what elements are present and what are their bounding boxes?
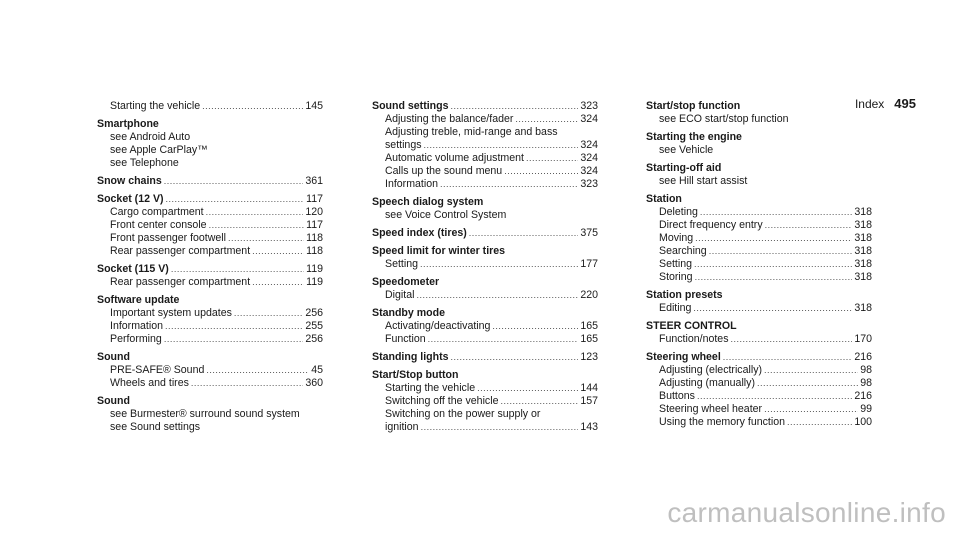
entry-text: Buttons [659, 390, 695, 402]
page-reference: 177 [580, 258, 598, 270]
index-entry [646, 100, 872, 126]
page-reference: 318 [854, 219, 872, 231]
entry-text: Starting the vehicle [110, 100, 201, 112]
index-entry [97, 193, 323, 258]
entry-text: Start/Stop button [372, 369, 459, 381]
entry-text: Using the memory function [659, 416, 786, 428]
page-reference: 216 [854, 351, 872, 363]
dot-leader [526, 152, 578, 165]
index-heading [646, 131, 872, 144]
entry-text: see Burmester® surround sound system [110, 408, 300, 420]
index-subentry [646, 206, 872, 219]
dot-leader [477, 382, 578, 395]
dot-leader [421, 421, 579, 434]
entry-text: Speech dialog system [372, 196, 484, 208]
entry-text: Standby mode [372, 307, 445, 319]
dot-leader [420, 258, 578, 271]
index-subentry [372, 178, 598, 191]
entry-text: Sound [97, 395, 130, 407]
index-subentry [97, 377, 323, 390]
entry-text: Moving [659, 232, 694, 244]
index-heading [646, 100, 872, 113]
entry-text: Front passenger footwell [110, 232, 227, 244]
entry-text: Information [110, 320, 163, 332]
index-subentry [646, 302, 872, 315]
entry-text: Socket (115 V) [97, 263, 169, 275]
index-subentry [97, 100, 323, 113]
entry-text: Standing lights [372, 351, 449, 363]
dot-leader [166, 193, 305, 206]
index-entry [97, 294, 323, 346]
index-entry [97, 395, 323, 434]
entry-text: see Apple CarPlay™ [110, 144, 208, 156]
entry-text: Storing [659, 271, 693, 283]
page-reference: 165 [580, 333, 598, 345]
entry-text: Deleting [659, 206, 698, 218]
entry-text: Direct frequency entry [659, 219, 763, 231]
index-subentry [646, 377, 872, 390]
entry-text: Switching off the vehicle [385, 395, 499, 407]
page-reference: 157 [580, 395, 598, 407]
page-reference: 324 [580, 113, 598, 125]
entry-text: Speed limit for winter tires [372, 245, 506, 257]
dot-leader [695, 271, 853, 284]
index-entry [372, 351, 598, 364]
entry-text: Speed index (tires) [372, 227, 467, 239]
index-subentry [646, 258, 872, 271]
index-subentry [646, 232, 872, 245]
index-subentry [646, 175, 872, 188]
entry-text: Station [646, 193, 682, 205]
index-heading [372, 351, 598, 364]
index-subentry [372, 289, 598, 302]
dot-leader [234, 307, 303, 320]
dot-leader [451, 351, 579, 364]
index-subentry [646, 364, 872, 377]
page-reference: 123 [580, 351, 598, 363]
page-reference: 360 [305, 377, 323, 389]
index-entry [372, 369, 598, 434]
entry-text: Station presets [646, 289, 723, 301]
page-reference: 318 [854, 271, 872, 283]
dot-leader [787, 416, 852, 429]
entry-text: Socket (12 V) [97, 193, 164, 205]
index-subentry [372, 139, 598, 152]
dot-leader [252, 276, 304, 289]
entry-text: Starting the vehicle [385, 382, 476, 394]
index-subentry [372, 126, 598, 139]
entry-text: Starting the engine [646, 131, 742, 143]
entry-text: STEER CONTROL [646, 320, 737, 332]
dot-leader [428, 333, 579, 346]
index-subentry [646, 144, 872, 157]
entry-text: Automatic volume adjustment [385, 152, 524, 164]
index-subentry [97, 245, 323, 258]
page-reference: 144 [580, 382, 598, 394]
index-column-1 [97, 100, 323, 439]
dot-leader [209, 219, 305, 232]
dot-leader [228, 232, 304, 245]
entry-text: Function/notes [659, 333, 729, 345]
index-heading [372, 196, 598, 209]
index-subentry [97, 364, 323, 377]
page-reference: 98 [860, 364, 872, 376]
index-subentry [372, 113, 598, 126]
entry-text: Editing [659, 302, 692, 314]
index-entry [372, 196, 598, 222]
entry-text: see Telephone [110, 157, 179, 169]
page-reference: 117 [306, 219, 323, 231]
entry-text: see Sound settings [110, 421, 201, 433]
index-entry [646, 320, 872, 346]
entry-text: Setting [385, 258, 418, 270]
index-entry [646, 131, 872, 157]
dot-leader [765, 219, 853, 232]
index-heading [372, 276, 598, 289]
dot-leader [515, 113, 578, 126]
index-heading [97, 351, 323, 364]
dot-leader [697, 390, 852, 403]
entry-text: Performing [110, 333, 162, 345]
dot-leader [469, 227, 579, 240]
page-reference: 318 [854, 232, 872, 244]
page-reference: 216 [854, 390, 872, 402]
entry-text: PRE-SAFE® Sound [110, 364, 205, 376]
entry-text: see Hill start assist [659, 175, 748, 187]
entry-text: see Voice Control System [385, 209, 507, 221]
index-subentry [646, 219, 872, 232]
index-subentry [97, 232, 323, 245]
dot-leader [191, 377, 303, 390]
index-heading [646, 193, 872, 206]
index-heading [97, 395, 323, 408]
index-subentry [372, 333, 598, 346]
index-entry [372, 227, 598, 240]
index-entry [372, 307, 598, 346]
dot-leader [451, 100, 579, 113]
dot-leader [202, 100, 303, 113]
index-entry [372, 245, 598, 271]
page-reference: 98 [860, 377, 872, 389]
entry-text: Switching on the power supply or [385, 408, 541, 420]
index-subentry [372, 152, 598, 165]
index-heading [372, 227, 598, 240]
index-subentry [646, 390, 872, 403]
index-heading [97, 118, 323, 131]
dot-leader [693, 302, 852, 315]
page-reference: 99 [860, 403, 872, 415]
entry-text: Sound [97, 351, 130, 363]
dot-leader [723, 351, 853, 364]
page-reference: 145 [305, 100, 323, 112]
index-subentry [372, 408, 598, 421]
page-reference: 255 [305, 320, 323, 332]
dot-leader [731, 333, 853, 346]
dot-leader [252, 245, 304, 258]
entry-text: Searching [659, 245, 707, 257]
index-subentry [372, 165, 598, 178]
entry-text: Smartphone [97, 118, 159, 130]
entry-text: Adjusting (manually) [659, 377, 755, 389]
page-reference: 117 [306, 193, 323, 205]
entry-text: Speedometer [372, 276, 440, 288]
page-reference: 256 [305, 307, 323, 319]
entry-text: see Vehicle [659, 144, 714, 156]
entry-text: Sound settings [372, 100, 449, 112]
index-heading [646, 351, 872, 364]
index-subentry [372, 421, 598, 434]
index-subentry [97, 408, 323, 421]
page-reference: 119 [306, 263, 323, 275]
index-subentry [372, 382, 598, 395]
index-column-2 [372, 100, 598, 439]
entry-text: Activating/deactivating [385, 320, 491, 332]
page-reference: 324 [580, 165, 598, 177]
index-entry [97, 118, 323, 170]
index-entry [646, 289, 872, 315]
index-subentry [646, 403, 872, 416]
index-entry [646, 351, 872, 429]
index-heading [97, 294, 323, 307]
entry-text: Front center console [110, 219, 207, 231]
index-subentry [372, 258, 598, 271]
index-heading [97, 263, 323, 276]
entry-text: Cargo compartment [110, 206, 204, 218]
entry-text: settings [385, 139, 422, 151]
index-entry [97, 351, 323, 390]
page-reference: 375 [580, 227, 598, 239]
index-entry [372, 276, 598, 302]
index-heading [372, 100, 598, 113]
page-reference: 318 [854, 206, 872, 218]
index-entry [646, 193, 872, 284]
page-reference: 118 [306, 232, 323, 244]
page-reference: 220 [580, 289, 598, 301]
page-reference: 324 [580, 152, 598, 164]
dot-leader [206, 364, 309, 377]
index-subentry [97, 131, 323, 144]
index-subentry [97, 206, 323, 219]
page-reference: 45 [311, 364, 323, 376]
index-entry [97, 263, 323, 289]
page-reference: 323 [580, 178, 598, 190]
index-subentry [372, 209, 598, 222]
dot-leader [164, 333, 304, 346]
dot-leader [424, 139, 579, 152]
dot-leader [206, 206, 304, 219]
page-reference: 318 [854, 245, 872, 257]
index-subentry [97, 307, 323, 320]
index-entry [97, 100, 323, 113]
dot-leader [416, 289, 578, 302]
index-subentry [97, 144, 323, 157]
entry-text: Snow chains [97, 175, 162, 187]
dot-leader [757, 377, 858, 390]
entry-text: Rear passenger compartment [110, 276, 251, 288]
entry-text: Adjusting treble, mid-range and bass [385, 126, 558, 138]
index-subentry [646, 271, 872, 284]
entry-text: Setting [659, 258, 692, 270]
index-entry [97, 175, 323, 188]
index-subentry [97, 421, 323, 434]
index-subentry [97, 157, 323, 170]
index-subentry [97, 276, 323, 289]
page-reference: 100 [854, 416, 872, 428]
index-entry [646, 162, 872, 188]
entry-text: Information [385, 178, 438, 190]
entry-text: Start/stop function [646, 100, 741, 112]
dot-leader [504, 165, 578, 178]
page-reference: 256 [305, 333, 323, 345]
dot-leader [709, 245, 853, 258]
index-subentry [646, 333, 872, 346]
entry-text: Important system updates [110, 307, 232, 319]
dot-leader [695, 232, 852, 245]
dot-leader [164, 175, 304, 188]
entry-text: see ECO start/stop function [659, 113, 789, 125]
dot-leader [694, 258, 852, 271]
page-reference: 361 [305, 175, 323, 187]
index-heading [372, 307, 598, 320]
entry-text: Steering wheel heater [659, 403, 763, 415]
dot-leader [165, 320, 303, 333]
page-reference: 165 [580, 320, 598, 332]
index-heading [646, 289, 872, 302]
dot-leader [700, 206, 852, 219]
index-subentry [372, 395, 598, 408]
entry-text: Starting-off aid [646, 162, 722, 174]
index-heading [646, 162, 872, 175]
entry-text: Adjusting (electrically) [659, 364, 763, 376]
index-subentry [97, 320, 323, 333]
dot-leader [764, 403, 858, 416]
index-title: Index [854, 97, 885, 111]
page-reference: 119 [306, 276, 323, 288]
index-heading [372, 369, 598, 382]
index-subentry [646, 245, 872, 258]
watermark: carmanualsonline.info [667, 497, 946, 528]
entry-text: Digital [385, 289, 415, 301]
index-heading [646, 320, 872, 333]
page-reference: 120 [305, 206, 323, 218]
index-column-3 [646, 100, 872, 434]
index-subentry [646, 416, 872, 429]
page-reference: 143 [580, 421, 598, 433]
index-subentry [97, 219, 323, 232]
entry-text: ignition [385, 421, 419, 433]
dot-leader [500, 395, 578, 408]
entry-text: Calls up the sound menu [385, 165, 503, 177]
index-heading [372, 245, 598, 258]
index-entry [372, 100, 598, 191]
entry-text: Software update [97, 294, 180, 306]
dot-leader [440, 178, 578, 191]
page-number: 495 [894, 96, 916, 111]
page-reference: 324 [580, 139, 598, 151]
dot-leader [492, 320, 578, 333]
dot-leader [764, 364, 858, 377]
page-reference: 318 [854, 258, 872, 270]
index-subentry [646, 113, 872, 126]
dot-leader [171, 263, 304, 276]
entry-text: Steering wheel [646, 351, 721, 363]
page-reference: 318 [854, 302, 872, 314]
page-reference: 170 [854, 333, 872, 345]
entry-text: see Android Auto [110, 131, 191, 143]
index-heading [97, 175, 323, 188]
index-heading [97, 193, 323, 206]
index-subentry [97, 333, 323, 346]
page-reference: 118 [306, 245, 323, 257]
index-subentry [372, 320, 598, 333]
entry-text: Adjusting the balance/fader [385, 113, 514, 125]
entry-text: Rear passenger compartment [110, 245, 251, 257]
entry-text: Function [385, 333, 426, 345]
entry-text: Wheels and tires [110, 377, 189, 389]
page-reference: 323 [580, 100, 598, 112]
